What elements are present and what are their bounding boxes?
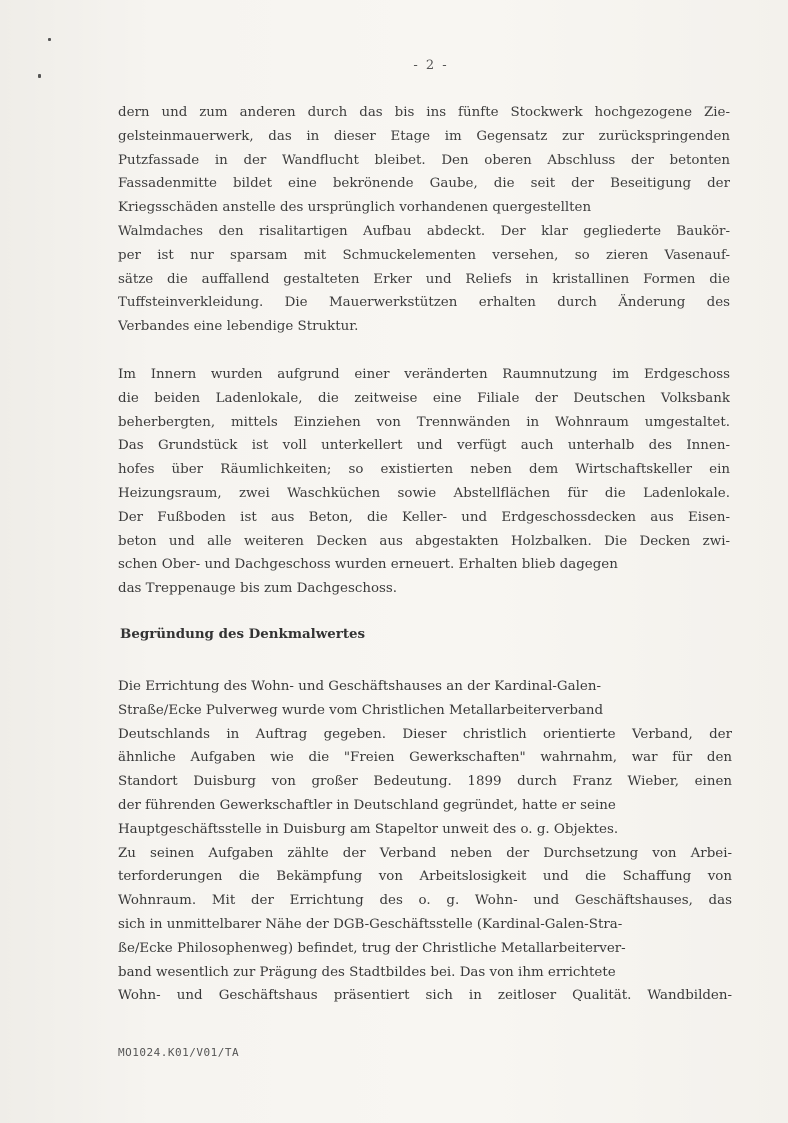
text-line: der führenden Gewerkschaftler in Deutschland gegründet, hatte er seine	[118, 797, 616, 813]
text-line: das Treppenauge bis zum Dachgeschoss.	[118, 581, 398, 597]
paragraph-interior	[118, 363, 730, 601]
text-line: Das Grundstück ist voll unterkellert und verfügt auch unterhalb des Innen-	[118, 438, 730, 454]
text-line: dern und zum anderen durch das bis ins fünfte Stockwerk hochgezogene Zie-	[118, 105, 730, 120]
text-line: beton und alle weiteren Decken aus abgestakten Holzbalken. Die Decken zwi-	[118, 533, 730, 549]
text-line: gelsteinmauerwerk, das in dieser Etage im Gegensatz zur zurückspringenden	[118, 128, 730, 144]
text-line: Straße/Ecke Pulverweg wurde vom Christlichen Metallarbeiterverband	[118, 702, 604, 718]
text-line: Hauptgeschäftsstelle in Duisburg am Stapeltor unweit des o. g. Objektes.	[118, 821, 619, 837]
text-line: terforderungen die Bekämpfung von Arbeitslosigkeit und die Schaffung von	[118, 869, 732, 885]
text-line: per ist nur sparsam mit Schmuckelementen versehen, so zieren Vasenauf-	[118, 247, 730, 263]
scan-speck	[38, 74, 41, 78]
text-line: hofes über Räumlichkeiten; so existierten neben dem Wirtschaftskeller ein	[118, 462, 730, 478]
text-line: Verbandes eine lebendige Struktur.	[118, 319, 359, 335]
text-line: Heizungsraum, zwei Waschküchen sowie Abstellflächen für die Ladenlokale.	[118, 485, 730, 501]
text-line: Wohnraum. Mit der Errichtung des o. g. Wohn- und Geschäftshauses, das	[118, 893, 732, 909]
text-line: ähnliche Aufgaben wie die "Freien Gewerkschaften" wahrnahm, war für den	[118, 750, 732, 766]
text-line: die beiden Ladenlokale, die zeitweise eine Filiale der Deutschen Volksbank	[118, 390, 730, 406]
text-line: sich in unmittelbarer Nähe der DGB-Geschäftsstelle (Kardinal-Galen-Stra-	[118, 916, 623, 932]
paragraph-monument-value	[118, 675, 732, 1008]
text-line: Standort Duisburg von großer Bedeutung. 1899 durch Franz Wieber, einen	[118, 774, 732, 790]
text-line: Zu seinen Aufgaben zählte der Verband neben der Durchsetzung von Arbei-	[118, 845, 732, 861]
document-reference: MO1024.K01/V01/TA	[118, 1046, 240, 1059]
text-line: band wesentlich zur Prägung des Stadtbildes bei. Das von ihm errichtete	[118, 964, 616, 980]
text-line: Die Errichtung des Wohn- und Geschäftshauses an der Kardinal-Galen-	[118, 679, 601, 694]
text-line: Walmdaches den risalitartigen Aufbau abdeckt. Der klar gegliederte Baukör-	[118, 223, 730, 239]
text-line: Wohn- und Geschäftshaus präsentiert sich in zeitloser Qualität. Wandbilden-	[118, 988, 732, 1004]
text-line: Der Fußboden ist aus Beton, die Keller- und Erdgeschossdecken aus Eisen-	[118, 509, 730, 525]
text-line: Kriegsschäden anstelle des ursprünglich vorhandenen quergestellten	[118, 200, 592, 216]
text-line: Im Innern wurden aufgrund einer veränderten Raumnutzung im Erdgeschoss	[118, 367, 730, 382]
text-line: beherbergten, mittels Einziehen von Trennwänden in Wohnraum umgestaltet.	[118, 414, 730, 430]
text-line: Fassadenmitte bildet eine bekrönende Gaube, die seit der Beseitigung der	[118, 176, 730, 192]
text-line: Deutschlands in Auftrag gegeben. Dieser christlich orientierte Verband, der	[118, 726, 732, 742]
paragraph-facade	[118, 101, 730, 339]
scan-speck	[48, 38, 51, 41]
text-line: Putzfassade in der Wandflucht bleibet. Den oberen Abschluss der betonten	[118, 152, 730, 168]
page-number: - 2 -	[413, 58, 449, 73]
text-line: ße/Ecke Philosophenweg) befindet, trug der Christliche Metallarbeiterver-	[118, 940, 626, 956]
section-heading: Begründung des Denkmalwertes	[120, 626, 366, 642]
text-line: schen Ober- und Dachgeschoss wurden erneuert. Erhalten blieb dagegen	[118, 557, 618, 573]
text-line: Tuffsteinverkleidung. Die Mauerwerkstützen erhalten durch Änderung des	[118, 295, 730, 311]
text-line: sätze die auffallend gestalteten Erker und Reliefs in kristallinen Formen die	[118, 271, 730, 287]
